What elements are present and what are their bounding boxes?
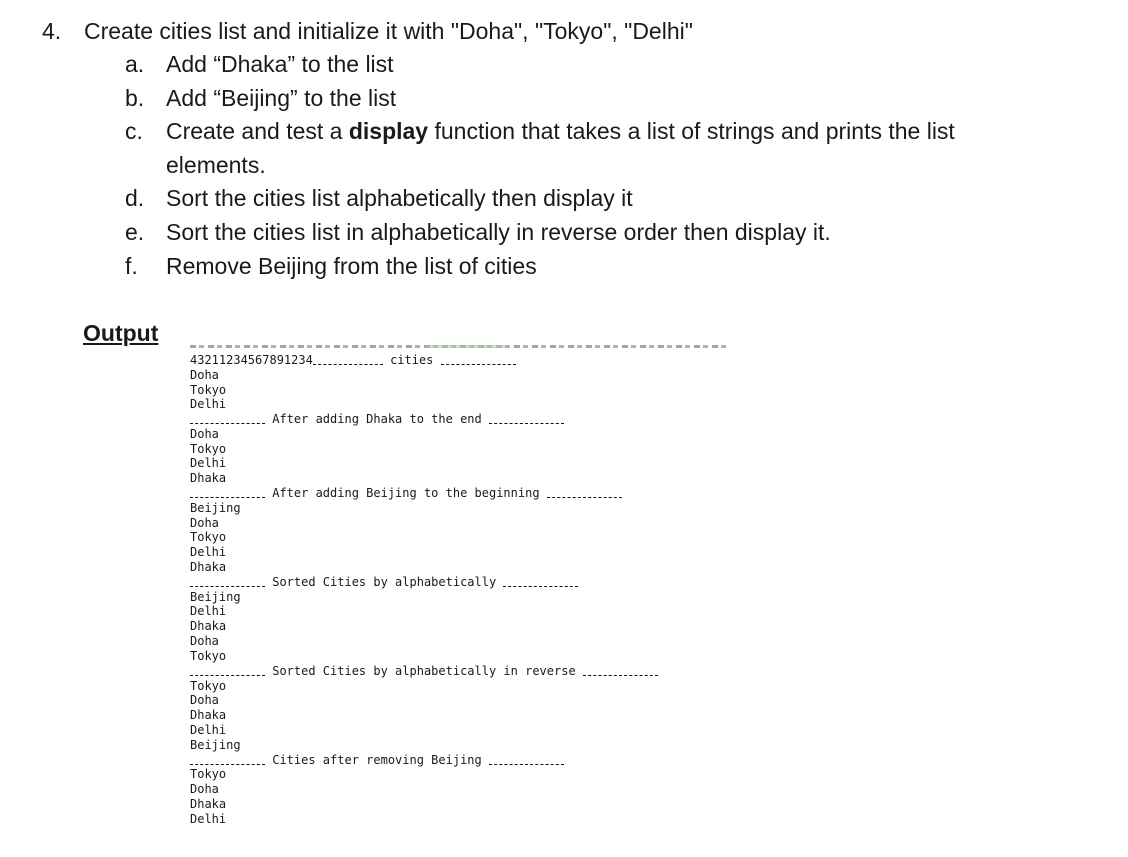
dash-rule — [190, 674, 265, 676]
dash-rule — [190, 763, 265, 765]
item-text: Sort the cities list in alphabetically in reverse order then display it. — [166, 219, 831, 245]
console-prefix: 43211234567891234 — [190, 353, 313, 367]
dash-rule — [489, 763, 564, 765]
console-line: Delhi — [190, 812, 227, 826]
console-line: Delhi — [190, 604, 227, 618]
console-line: Doha — [190, 516, 219, 530]
item-text — [166, 116, 955, 146]
item-text: Add “Dhaka” to the list — [166, 51, 394, 77]
console-line: Doha — [190, 634, 219, 648]
task-number: 4. — [42, 18, 62, 44]
console-line: Doha — [190, 693, 219, 707]
item-text-bold: display — [348, 118, 429, 144]
dash-rule — [190, 585, 265, 587]
item-letter: d. — [125, 185, 145, 211]
console-line: Dhaka — [190, 560, 227, 574]
console-line: Tokyo — [190, 383, 227, 397]
console-line: Dhaka — [190, 471, 227, 485]
console-section-header — [190, 412, 564, 426]
dash-rule — [313, 363, 383, 365]
item-letter: f. — [125, 253, 138, 279]
item-text: Add “Beijing” to the list — [166, 85, 397, 111]
console-line: Tokyo — [190, 767, 227, 781]
console-header-text: Sorted Cities by alphabetically in reverse — [272, 664, 576, 678]
console-line: Tokyo — [190, 649, 227, 663]
console-line: Beijing — [190, 738, 241, 752]
dash-rule — [441, 363, 516, 365]
console-line: Dhaka — [190, 708, 227, 722]
console-line: Tokyo — [190, 679, 227, 693]
console-line: Tokyo — [190, 530, 227, 544]
dash-rule — [547, 496, 622, 498]
console-section-header — [190, 575, 578, 589]
console-line: Doha — [190, 782, 219, 796]
item-text-before: Create and test a — [166, 118, 349, 144]
cropped-console-edge — [190, 345, 730, 348]
console-line: Delhi — [190, 545, 227, 559]
console-line: Dhaka — [190, 797, 227, 811]
item-text-continued: elements. — [166, 152, 266, 178]
console-line: Beijing — [190, 501, 241, 515]
console-line: Tokyo — [190, 442, 227, 456]
item-text: Remove Beijing from the list of cities — [166, 253, 537, 279]
console-header-text: Sorted Cities by alphabetically — [272, 575, 497, 589]
console-section-header — [190, 664, 658, 678]
console-line: Doha — [190, 427, 219, 441]
console-section-header — [190, 353, 516, 367]
console-header-text: cities — [390, 353, 434, 367]
item-letter: b. — [125, 85, 145, 111]
console-line: Beijing — [190, 590, 241, 604]
task-title: Create cities list and initialize it with "Doha", "Tokyo", "Delhi" — [84, 18, 693, 44]
dash-rule — [190, 422, 265, 424]
console-header-text: Cities after removing Beijing — [272, 753, 482, 767]
console-line: Dhaka — [190, 619, 227, 633]
item-letter: c. — [125, 118, 143, 144]
console-header-text: After adding Dhaka to the end — [272, 412, 482, 426]
console-line: Doha — [190, 368, 219, 382]
console-line: Delhi — [190, 456, 227, 470]
console-line: Delhi — [190, 723, 227, 737]
item-letter: e. — [125, 219, 145, 245]
dash-rule — [190, 496, 265, 498]
dash-rule — [503, 585, 578, 587]
console-header-text: After adding Beijing to the beginning — [272, 486, 540, 500]
console-section-header — [190, 486, 622, 500]
output-heading: Output — [83, 320, 159, 346]
dash-rule — [489, 422, 564, 424]
item-text: Sort the cities list alphabetically then display it — [166, 185, 633, 211]
item-letter: a. — [125, 51, 145, 77]
console-line: Delhi — [190, 397, 227, 411]
console-section-header — [190, 753, 564, 767]
dash-rule — [583, 674, 658, 676]
item-text-after: function that takes a list of strings and prints the list — [428, 118, 955, 144]
